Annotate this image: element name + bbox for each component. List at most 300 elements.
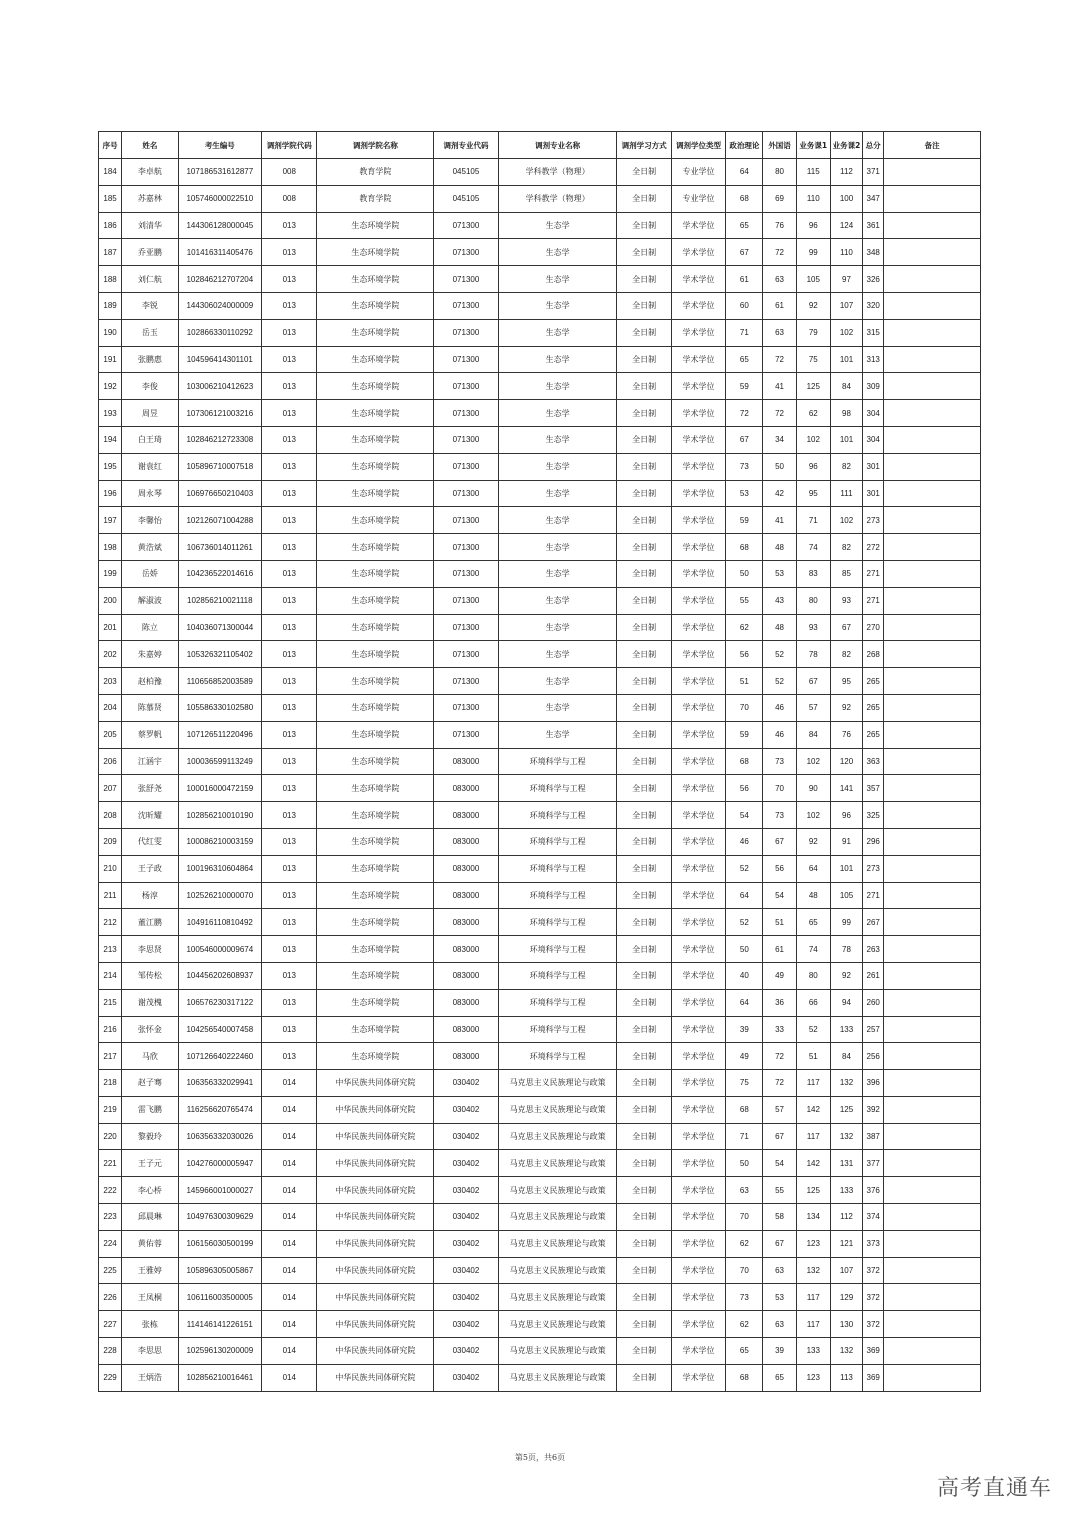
table-row	[99, 748, 981, 775]
cell-major-code: 030402	[434, 1257, 498, 1284]
cell-college-code: 013	[262, 828, 317, 855]
cell-course2-score: 124	[830, 212, 862, 239]
cell-remarks	[884, 909, 981, 936]
cell-study-mode: 全日制	[617, 882, 671, 909]
cell-study-mode: 全日制	[617, 962, 671, 989]
cell-serial: 228	[99, 1338, 122, 1365]
cell-politics-score: 39	[726, 1016, 763, 1043]
cell-foreign-language-score: 67	[763, 1230, 796, 1257]
cell-total-score: 304	[863, 400, 884, 427]
cell-college-code: 013	[262, 239, 317, 266]
cell-course2-score: 133	[830, 1016, 862, 1043]
cell-serial: 211	[99, 882, 122, 909]
cell-study-mode: 全日制	[617, 346, 671, 373]
table-row	[99, 802, 981, 829]
cell-name: 岳娇	[122, 560, 178, 587]
cell-course1-score: 65	[796, 909, 830, 936]
column-header-politics-score: 政治理论	[726, 132, 763, 159]
table-row	[99, 1204, 981, 1231]
cell-college-code: 013	[262, 721, 317, 748]
cell-major-code: 071300	[434, 212, 498, 239]
cell-foreign-language-score: 46	[763, 721, 796, 748]
cell-major-code: 083000	[434, 855, 498, 882]
cell-foreign-language-score: 46	[763, 694, 796, 721]
cell-remarks	[884, 1123, 981, 1150]
cell-degree-type: 学术学位	[671, 1177, 725, 1204]
table-row	[99, 989, 981, 1016]
cell-remarks	[884, 1311, 981, 1338]
cell-politics-score: 71	[726, 319, 763, 346]
cell-college-name: 生态环境学院	[317, 266, 434, 293]
cell-politics-score: 54	[726, 802, 763, 829]
cell-candidate-id: 145966001000027	[178, 1177, 262, 1204]
cell-major-name: 生态学	[498, 587, 617, 614]
cell-foreign-language-score: 72	[763, 346, 796, 373]
cell-name: 代红雯	[122, 828, 178, 855]
cell-name: 江涵宇	[122, 748, 178, 775]
cell-course1-score: 123	[796, 1364, 830, 1391]
cell-major-code: 083000	[434, 1043, 498, 1070]
cell-course2-score: 110	[830, 239, 862, 266]
cell-remarks	[884, 962, 981, 989]
cell-foreign-language-score: 73	[763, 802, 796, 829]
cell-serial: 197	[99, 507, 122, 534]
cell-study-mode: 全日制	[617, 802, 671, 829]
cell-candidate-id: 100086210003159	[178, 828, 262, 855]
cell-remarks	[884, 292, 981, 319]
cell-politics-score: 64	[726, 882, 763, 909]
cell-major-code: 030402	[434, 1150, 498, 1177]
cell-college-name: 中华民族共同体研究院	[317, 1096, 434, 1123]
cell-candidate-id: 105326321105402	[178, 641, 262, 668]
cell-college-code: 014	[262, 1123, 317, 1150]
cell-politics-score: 64	[726, 989, 763, 1016]
cell-course2-score: 67	[830, 614, 862, 641]
cell-name: 李思贤	[122, 936, 178, 963]
cell-total-score: 396	[863, 1070, 884, 1097]
cell-major-code: 030402	[434, 1204, 498, 1231]
cell-course2-score: 78	[830, 936, 862, 963]
cell-course2-score: 98	[830, 400, 862, 427]
cell-name: 乔亚鹏	[122, 239, 178, 266]
cell-college-name: 教育学院	[317, 159, 434, 186]
cell-total-score: 369	[863, 1338, 884, 1365]
table-row	[99, 453, 981, 480]
cell-course1-score: 125	[796, 1177, 830, 1204]
cell-course1-score: 79	[796, 319, 830, 346]
cell-politics-score: 46	[726, 828, 763, 855]
cell-college-name: 生态环境学院	[317, 855, 434, 882]
cell-college-code: 014	[262, 1364, 317, 1391]
column-header-course1-score: 业务课1	[796, 132, 830, 159]
cell-college-code: 014	[262, 1070, 317, 1097]
cell-course2-score: 101	[830, 855, 862, 882]
cell-course1-score: 96	[796, 453, 830, 480]
cell-name: 杨淳	[122, 882, 178, 909]
cell-politics-score: 40	[726, 962, 763, 989]
column-header-degree-type: 调剂学位类型	[671, 132, 725, 159]
cell-remarks	[884, 560, 981, 587]
cell-politics-score: 64	[726, 159, 763, 186]
cell-remarks	[884, 1257, 981, 1284]
cell-serial: 205	[99, 721, 122, 748]
cell-course2-score: 101	[830, 426, 862, 453]
cell-course1-score: 92	[796, 828, 830, 855]
cell-study-mode: 全日制	[617, 1204, 671, 1231]
cell-degree-type: 学术学位	[671, 1284, 725, 1311]
cell-total-score: 325	[863, 802, 884, 829]
cell-major-code: 071300	[434, 239, 498, 266]
column-header-college-name: 调剂学院名称	[317, 132, 434, 159]
cell-politics-score: 72	[726, 400, 763, 427]
cell-college-name: 生态环境学院	[317, 882, 434, 909]
table-header-row	[99, 132, 981, 159]
table-row	[99, 855, 981, 882]
cell-serial: 209	[99, 828, 122, 855]
cell-major-name: 马克思主义民族理论与政策	[498, 1070, 617, 1097]
cell-degree-type: 学术学位	[671, 373, 725, 400]
cell-politics-score: 59	[726, 721, 763, 748]
cell-remarks	[884, 212, 981, 239]
cell-major-name: 生态学	[498, 400, 617, 427]
cell-course2-score: 96	[830, 802, 862, 829]
cell-name: 沈昕耀	[122, 802, 178, 829]
cell-college-code: 013	[262, 426, 317, 453]
cell-course2-score: 95	[830, 668, 862, 695]
cell-major-name: 马克思主义民族理论与政策	[498, 1204, 617, 1231]
cell-serial: 194	[99, 426, 122, 453]
cell-college-name: 生态环境学院	[317, 534, 434, 561]
cell-course2-score: 125	[830, 1096, 862, 1123]
cell-politics-score: 50	[726, 1150, 763, 1177]
cell-college-name: 生态环境学院	[317, 668, 434, 695]
cell-major-code: 030402	[434, 1230, 498, 1257]
cell-politics-score: 62	[726, 1311, 763, 1338]
cell-foreign-language-score: 41	[763, 507, 796, 534]
cell-degree-type: 学术学位	[671, 721, 725, 748]
cell-college-code: 013	[262, 775, 317, 802]
cell-candidate-id: 102596130200009	[178, 1338, 262, 1365]
cell-total-score: 392	[863, 1096, 884, 1123]
cell-remarks	[884, 426, 981, 453]
cell-total-score: 369	[863, 1364, 884, 1391]
cell-serial: 191	[99, 346, 122, 373]
cell-college-name: 生态环境学院	[317, 400, 434, 427]
cell-major-name: 马克思主义民族理论与政策	[498, 1338, 617, 1365]
cell-course2-score: 91	[830, 828, 862, 855]
cell-study-mode: 全日制	[617, 748, 671, 775]
cell-major-code: 071300	[434, 560, 498, 587]
cell-politics-score: 52	[726, 855, 763, 882]
cell-degree-type: 学术学位	[671, 292, 725, 319]
cell-remarks	[884, 1016, 981, 1043]
cell-course2-score: 102	[830, 507, 862, 534]
cell-college-code: 013	[262, 266, 317, 293]
cell-name: 赵柏豫	[122, 668, 178, 695]
cell-college-code: 014	[262, 1338, 317, 1365]
cell-course1-score: 125	[796, 373, 830, 400]
cell-study-mode: 全日制	[617, 989, 671, 1016]
cell-study-mode: 全日制	[617, 694, 671, 721]
cell-college-code: 013	[262, 668, 317, 695]
cell-college-name: 生态环境学院	[317, 1016, 434, 1043]
cell-remarks	[884, 587, 981, 614]
cell-name: 朱嘉婷	[122, 641, 178, 668]
table-row	[99, 1043, 981, 1070]
cell-college-code: 013	[262, 694, 317, 721]
cell-course2-score: 94	[830, 989, 862, 1016]
cell-college-name: 生态环境学院	[317, 775, 434, 802]
cell-candidate-id: 106576230317122	[178, 989, 262, 1016]
cell-politics-score: 61	[726, 266, 763, 293]
cell-candidate-id: 105896305005867	[178, 1257, 262, 1284]
cell-college-code: 013	[262, 614, 317, 641]
cell-total-score: 372	[863, 1284, 884, 1311]
cell-foreign-language-score: 33	[763, 1016, 796, 1043]
cell-foreign-language-score: 63	[763, 1311, 796, 1338]
table-row	[99, 373, 981, 400]
cell-major-name: 生态学	[498, 319, 617, 346]
cell-major-name: 环境科学与工程	[498, 828, 617, 855]
cell-name: 刘仁航	[122, 266, 178, 293]
cell-college-code: 013	[262, 882, 317, 909]
cell-foreign-language-score: 51	[763, 909, 796, 936]
cell-foreign-language-score: 36	[763, 989, 796, 1016]
cell-name: 张舒尧	[122, 775, 178, 802]
cell-course1-score: 117	[796, 1284, 830, 1311]
cell-course2-score: 107	[830, 292, 862, 319]
cell-total-score: 374	[863, 1204, 884, 1231]
cell-serial: 210	[99, 855, 122, 882]
cell-politics-score: 71	[726, 1123, 763, 1150]
cell-major-code: 071300	[434, 400, 498, 427]
cell-remarks	[884, 641, 981, 668]
cell-major-code: 071300	[434, 614, 498, 641]
cell-study-mode: 全日制	[617, 828, 671, 855]
cell-major-name: 环境科学与工程	[498, 1016, 617, 1043]
cell-degree-type: 学术学位	[671, 346, 725, 373]
cell-college-name: 生态环境学院	[317, 1043, 434, 1070]
cell-degree-type: 学术学位	[671, 480, 725, 507]
cell-name: 苏嘉林	[122, 185, 178, 212]
cell-politics-score: 53	[726, 480, 763, 507]
cell-remarks	[884, 1284, 981, 1311]
cell-foreign-language-score: 67	[763, 828, 796, 855]
cell-foreign-language-score: 63	[763, 1257, 796, 1284]
cell-foreign-language-score: 70	[763, 775, 796, 802]
cell-candidate-id: 107126640222460	[178, 1043, 262, 1070]
cell-college-code: 013	[262, 373, 317, 400]
table-row	[99, 641, 981, 668]
table-row	[99, 1150, 981, 1177]
cell-name: 邱晨琳	[122, 1204, 178, 1231]
cell-major-code: 083000	[434, 962, 498, 989]
cell-college-name: 中华民族共同体研究院	[317, 1177, 434, 1204]
cell-foreign-language-score: 41	[763, 373, 796, 400]
cell-major-name: 生态学	[498, 721, 617, 748]
cell-remarks	[884, 480, 981, 507]
cell-major-code: 030402	[434, 1364, 498, 1391]
cell-foreign-language-score: 34	[763, 426, 796, 453]
table-row	[99, 1311, 981, 1338]
cell-politics-score: 59	[726, 507, 763, 534]
column-header-serial: 序号	[99, 132, 122, 159]
cell-remarks	[884, 266, 981, 293]
cell-name: 岳玉	[122, 319, 178, 346]
cell-name: 李卓航	[122, 159, 178, 186]
cell-degree-type: 学术学位	[671, 1338, 725, 1365]
cell-politics-score: 63	[726, 1177, 763, 1204]
cell-college-name: 生态环境学院	[317, 748, 434, 775]
cell-course1-score: 74	[796, 534, 830, 561]
table-row	[99, 587, 981, 614]
cell-remarks	[884, 936, 981, 963]
cell-college-name: 中华民族共同体研究院	[317, 1311, 434, 1338]
cell-course1-score: 132	[796, 1257, 830, 1284]
cell-foreign-language-score: 63	[763, 319, 796, 346]
cell-degree-type: 学术学位	[671, 1311, 725, 1338]
cell-course1-score: 67	[796, 668, 830, 695]
cell-major-name: 生态学	[498, 507, 617, 534]
cell-study-mode: 全日制	[617, 239, 671, 266]
cell-total-score: 377	[863, 1150, 884, 1177]
cell-major-name: 环境科学与工程	[498, 855, 617, 882]
cell-major-name: 生态学	[498, 453, 617, 480]
cell-college-code: 013	[262, 989, 317, 1016]
table-row	[99, 534, 981, 561]
cell-name: 李锐	[122, 292, 178, 319]
cell-study-mode: 全日制	[617, 587, 671, 614]
cell-name: 刘清华	[122, 212, 178, 239]
cell-major-name: 生态学	[498, 346, 617, 373]
cell-total-score: 272	[863, 534, 884, 561]
cell-serial: 195	[99, 453, 122, 480]
cell-serial: 193	[99, 400, 122, 427]
cell-foreign-language-score: 76	[763, 212, 796, 239]
cell-course1-score: 57	[796, 694, 830, 721]
cell-course1-score: 52	[796, 1016, 830, 1043]
cell-remarks	[884, 855, 981, 882]
table-row	[99, 266, 981, 293]
cell-college-code: 013	[262, 641, 317, 668]
cell-candidate-id: 104036071300044	[178, 614, 262, 641]
cell-college-code: 013	[262, 587, 317, 614]
cell-politics-score: 70	[726, 1257, 763, 1284]
cell-degree-type: 学术学位	[671, 962, 725, 989]
cell-foreign-language-score: 80	[763, 159, 796, 186]
cell-foreign-language-score: 52	[763, 668, 796, 695]
cell-name: 李馨怡	[122, 507, 178, 534]
cell-course1-score: 80	[796, 587, 830, 614]
cell-major-name: 环境科学与工程	[498, 882, 617, 909]
cell-course1-score: 48	[796, 882, 830, 909]
cell-remarks	[884, 989, 981, 1016]
cell-candidate-id: 104456202608937	[178, 962, 262, 989]
cell-college-name: 中华民族共同体研究院	[317, 1364, 434, 1391]
cell-study-mode: 全日制	[617, 1043, 671, 1070]
cell-course1-score: 74	[796, 936, 830, 963]
cell-study-mode: 全日制	[617, 668, 671, 695]
cell-college-name: 生态环境学院	[317, 694, 434, 721]
cell-candidate-id: 104916110810492	[178, 909, 262, 936]
cell-foreign-language-score: 53	[763, 560, 796, 587]
cell-course1-score: 117	[796, 1070, 830, 1097]
column-header-candidate-id: 考生编号	[178, 132, 262, 159]
cell-total-score: 347	[863, 185, 884, 212]
cell-degree-type: 学术学位	[671, 560, 725, 587]
cell-study-mode: 全日制	[617, 775, 671, 802]
cell-serial: 215	[99, 989, 122, 1016]
cell-foreign-language-score: 54	[763, 882, 796, 909]
cell-total-score: 387	[863, 1123, 884, 1150]
cell-remarks	[884, 1043, 981, 1070]
cell-major-name: 生态学	[498, 614, 617, 641]
cell-major-name: 马克思主义民族理论与政策	[498, 1311, 617, 1338]
cell-total-score: 304	[863, 426, 884, 453]
cell-course2-score: 113	[830, 1364, 862, 1391]
cell-serial: 199	[99, 560, 122, 587]
cell-college-name: 中华民族共同体研究院	[317, 1338, 434, 1365]
cell-course1-score: 142	[796, 1150, 830, 1177]
cell-degree-type: 学术学位	[671, 534, 725, 561]
cell-total-score: 313	[863, 346, 884, 373]
cell-name: 蔡罗帆	[122, 721, 178, 748]
cell-major-code: 045105	[434, 159, 498, 186]
cell-name: 李心桥	[122, 1177, 178, 1204]
cell-remarks	[884, 694, 981, 721]
cell-name: 黎毅玲	[122, 1123, 178, 1150]
cell-serial: 204	[99, 694, 122, 721]
cell-major-name: 马克思主义民族理论与政策	[498, 1257, 617, 1284]
cell-study-mode: 全日制	[617, 560, 671, 587]
cell-total-score: 376	[863, 1177, 884, 1204]
cell-remarks	[884, 1204, 981, 1231]
cell-college-code: 013	[262, 560, 317, 587]
cell-serial: 190	[99, 319, 122, 346]
cell-total-score: 265	[863, 694, 884, 721]
column-header-remarks: 备注	[884, 132, 981, 159]
cell-serial: 224	[99, 1230, 122, 1257]
cell-course2-score: 133	[830, 1177, 862, 1204]
cell-college-name: 生态环境学院	[317, 212, 434, 239]
cell-remarks	[884, 748, 981, 775]
cell-remarks	[884, 1364, 981, 1391]
cell-course1-score: 123	[796, 1230, 830, 1257]
cell-course2-score: 84	[830, 373, 862, 400]
cell-name: 张怀金	[122, 1016, 178, 1043]
table-row	[99, 1177, 981, 1204]
cell-college-code: 013	[262, 936, 317, 963]
cell-politics-score: 56	[726, 775, 763, 802]
cell-major-code: 045105	[434, 185, 498, 212]
cell-foreign-language-score: 72	[763, 1043, 796, 1070]
cell-college-code: 013	[262, 212, 317, 239]
table-row	[99, 292, 981, 319]
cell-course1-score: 93	[796, 614, 830, 641]
cell-study-mode: 全日制	[617, 453, 671, 480]
cell-course1-score: 105	[796, 266, 830, 293]
column-header-name: 姓名	[122, 132, 178, 159]
cell-major-code: 083000	[434, 989, 498, 1016]
cell-serial: 212	[99, 909, 122, 936]
cell-degree-type: 学术学位	[671, 748, 725, 775]
cell-total-score: 301	[863, 480, 884, 507]
cell-remarks	[884, 319, 981, 346]
cell-remarks	[884, 1096, 981, 1123]
cell-major-code: 071300	[434, 587, 498, 614]
cell-study-mode: 全日制	[617, 266, 671, 293]
cell-study-mode: 全日制	[617, 159, 671, 186]
